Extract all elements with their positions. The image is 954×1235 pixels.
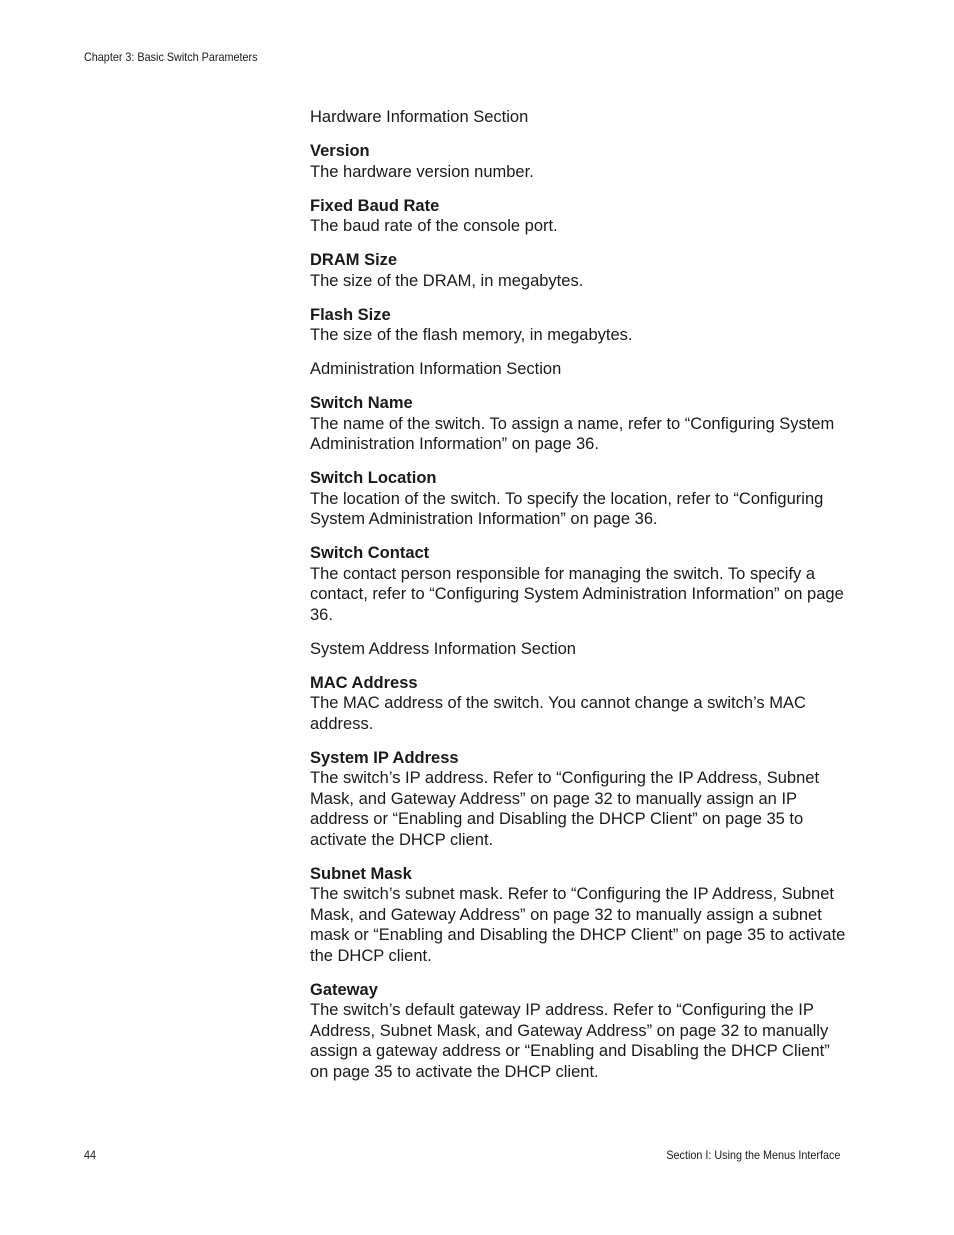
description: The size of the DRAM, in megabytes. bbox=[310, 271, 584, 290]
definition-version bbox=[310, 141, 850, 182]
description: The contact person responsible for managing the switch. To specify a contact, refer to “Configuring System Administration Information” on page 36. bbox=[310, 564, 844, 624]
running-header: Chapter 3: Basic Switch Parameters bbox=[84, 50, 258, 64]
description: The switch’s subnet mask. Refer to “Configuring the IP Address, Subnet Mask, and Gateway Address” on page 32 to manually assign a subnet mask or “Enabling and Disabling the DHCP Client” on page 35 to activate the DHCP client. bbox=[310, 885, 846, 965]
description: The baud rate of the console port. bbox=[310, 217, 558, 235]
term: Switch Location bbox=[310, 469, 437, 487]
term: Switch Contact bbox=[310, 544, 430, 562]
term: Fixed Baud Rate bbox=[310, 196, 440, 215]
definition-switch-location bbox=[310, 468, 850, 530]
section-heading-hardware: Hardware Information Section bbox=[310, 108, 529, 126]
term: Subnet Mask bbox=[310, 864, 412, 883]
definition-system-ip-address bbox=[310, 748, 850, 851]
term: Version bbox=[310, 142, 370, 160]
running-footer: Section I: Using the Menus Interface bbox=[665, 1148, 840, 1162]
description: The switch’s IP address. Refer to “Configuring the IP Address, Subnet Mask, and Gateway Address” on page 32 to manually assign an IP address or “Enabling and Disabling the DHCP Client” on page 35 to activate the DHCP client. bbox=[310, 769, 820, 849]
description: The location of the switch. To specify the location, refer to “Configuring System Administration Information” on page 36. bbox=[310, 489, 824, 528]
definition-flash-size bbox=[310, 305, 850, 346]
description: The size of the flash memory, in megabytes. bbox=[310, 326, 633, 344]
description: The MAC address of the switch. You cannot change a switch’s MAC address. bbox=[310, 694, 806, 733]
page-number: 44 bbox=[84, 1148, 97, 1162]
term: Switch Name bbox=[310, 394, 413, 412]
section-heading-system-address: System Address Information Section bbox=[310, 639, 576, 658]
definition-fixed-baud-rate bbox=[310, 196, 850, 237]
term: MAC Address bbox=[310, 673, 418, 692]
definition-switch-name bbox=[310, 393, 850, 455]
term: Gateway bbox=[310, 980, 378, 999]
definition-mac-address bbox=[310, 673, 850, 735]
definition-subnet-mask bbox=[310, 864, 850, 967]
term: System IP Address bbox=[310, 748, 459, 767]
section-heading-administration: Administration Information Section bbox=[310, 360, 562, 378]
definition-switch-contact bbox=[310, 543, 850, 625]
term: Flash Size bbox=[310, 305, 391, 324]
description: The switch’s default gateway IP address. Refer to “Configuring the IP Address, Subnet Mask, and Gateway Address” on page 32 to manually assign a gateway address or “Enabling and Disabling the DHCP Client” on page 35 to activate the DHCP client. bbox=[310, 1001, 830, 1081]
description: The hardware version number. bbox=[310, 162, 534, 181]
description: The name of the switch. To assign a name, refer to “Configuring System Administration Information” on page 36. bbox=[310, 414, 835, 453]
page-content bbox=[310, 107, 850, 1096]
definition-dram-size bbox=[310, 250, 850, 291]
term: DRAM Size bbox=[310, 251, 398, 269]
definition-gateway bbox=[310, 980, 850, 1083]
